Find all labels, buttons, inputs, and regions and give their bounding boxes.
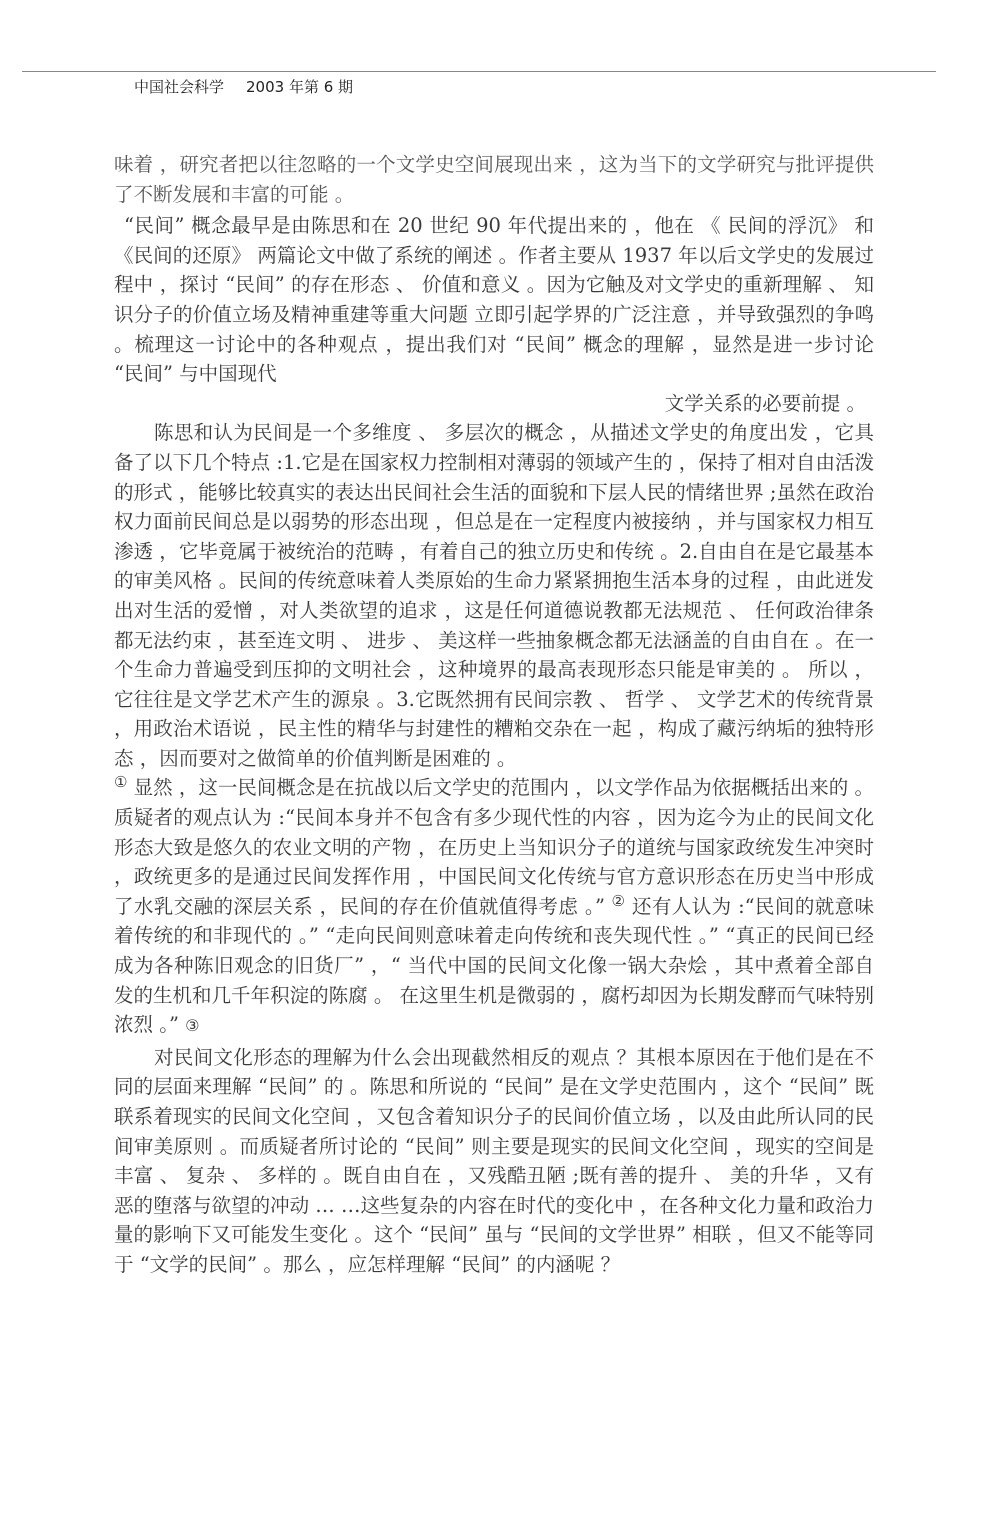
paragraph-continuation: 味着 ，研究者把以往忽略的一个文学史空间展现出来 ，这为当下的文学研究与批评提供了不断发展和丰富的可能 。: [114, 153, 874, 206]
paragraph-minjian-concept: “民间” 概念最早是由陈思和在 20 世纪 90 年代提出来的 ，他在 《 民间的浮沉》 和 《民间的还原》 两篇论文中做了系统的阐述 。作者主要从 1937 年以后文学史的发展过程中 ，探讨 “民间” 的存在形态 、 价值和意义 。因为它触及对文学史的重新理解 、 知识分子的价值立场及精神重建等重大问题 立即引起学界的广泛注意 ，并导致强烈的争鸣 。梳理这一讨论中的各种观点 ，提出我们对 “民间” 概念的理解 ，显然是进一步讨论 “民间” 与中国现代: [114, 214, 874, 386]
footnote-marker-3: ③: [185, 1016, 200, 1036]
paragraph-chen-sihe-view: [114, 418, 874, 1040]
footnote-marker-1: ①: [114, 773, 128, 792]
paragraph-text: 陈思和认为民间是一个多维度 、 多层次的概念 ，从描述文学史的角度出发 ，它具备了以下几个特点 :1.它是在国家权力控制相对薄弱的领域产生的 ，保持了相对自由活泼的形式 ，能够比较真实的表达出民间社会生活的面貌和下层人民的情绪世界 ;虽然在政治权力面前民间总是以弱势的形态出现 ，但总是在一定程度内被接纳 ，并与国家权力相互渗透 ，它毕竟属于被统治的范畴 ，有着自己的独立历史和传统 。2.自由自在是它最基本的审美风格 。民间的传统意味着人类原始的生命力紧紧拥抱生活本身的过程 ，由此迸发出对生活的爱憎 ，对人类欲望的追求 ，这是任何道德说教都无法规范 、 任何政治律条都无法约束 ，甚至连文明 、 进步 、 美这样一些抽象概念都无法涵盖的自由自在 。在一个生命力普遍受到压抑的文明社会 ，这种境界的最高表现形态只能是审美的 。 所以 ，它往往是文学艺术产生的源泉 。3.它既然拥有民间宗教 、 哲学 、 文学艺术的传统背景 ，用政治术语说 ，民主性的精华与封建性的糟粕交杂在一起 ，构成了藏污纳垢的独特形态 ，因而要对之做简单的价值判断是困难的 。: [114, 421, 874, 770]
issue-number: 2003 年第 6 期: [246, 78, 354, 96]
paragraph-text: 还有人认为 :“民间的就意味着传统的和非现代的 。” “走向民间则意味着走向传统和丧失现代性 。” “真正的民间已经成为各种陈旧观念的旧货厂” ，“ 当代中国的民间文化像一锅大杂烩 ，其中煮着全部自发的生机和几千年积淀的陈腐 。 在这里生机是微弱的 ，腐朽却因为长期发酵而气味特别浓烈 。”: [114, 894, 875, 1037]
paragraph-opposing-views: 对民间文化形态的理解为什么会出现截然相反的观点 ？其根本原因在于他们是在不同的层面来理解 “民间” 的 。陈思和所说的 “民间” 是在文学史范围内 ，这个 “民间” 既联系着现实的民间文化空间 ，又包含着知识分子的民间价值立场 ，以及由此所认同的民间审美原则 。而质疑者所讨论的 “民间” 则主要是现实的民间文化空间 ，现实的空间是丰富 、 复杂 、 多样的 。既自由自在 ，又残酷丑陋 ;既有善的提升 、 美的升华 ，又有恶的堕落与欲望的冲动 … …这些复杂的内容在时代的变化中 ，在各种文化力量和政治力量的影响下又可能发生变化 。这个 “民间” 虽与 “民间的文学世界” 相联 ，但又不能等同于 “文学的民间” 。那么 ，应怎样理解 “民间” 的内涵呢 ？: [114, 1045, 874, 1276]
paragraph-text: 显然 ，这一民间概念是在抗战以后文学史的范围内 ，以文学作品为依据概括出来的 。 质疑者的观点认为 :“民间本身并不包含有多少现代性的内容 ，因为迄今为止的民间文化形态大致是悠久的农业文明的产物 ，在历史上当知识分子的道统与国家政统发生冲突时 ，政统更多的是通过民间发挥作用 ，中国民间文化传统与官方意识形态在历史当中形成了水乳交融的深层关系 ，民间的存在价值就值得考虑 。”: [114, 776, 875, 918]
article-body: [114, 150, 874, 1280]
footnote-marker-2: ②: [611, 891, 626, 910]
journal-name: 中国社会科学: [134, 78, 225, 96]
running-header: [134, 76, 375, 97]
header-rule: [22, 71, 936, 72]
paragraph-minjian-concept-end: 文学关系的必要前提 。: [664, 391, 866, 415]
